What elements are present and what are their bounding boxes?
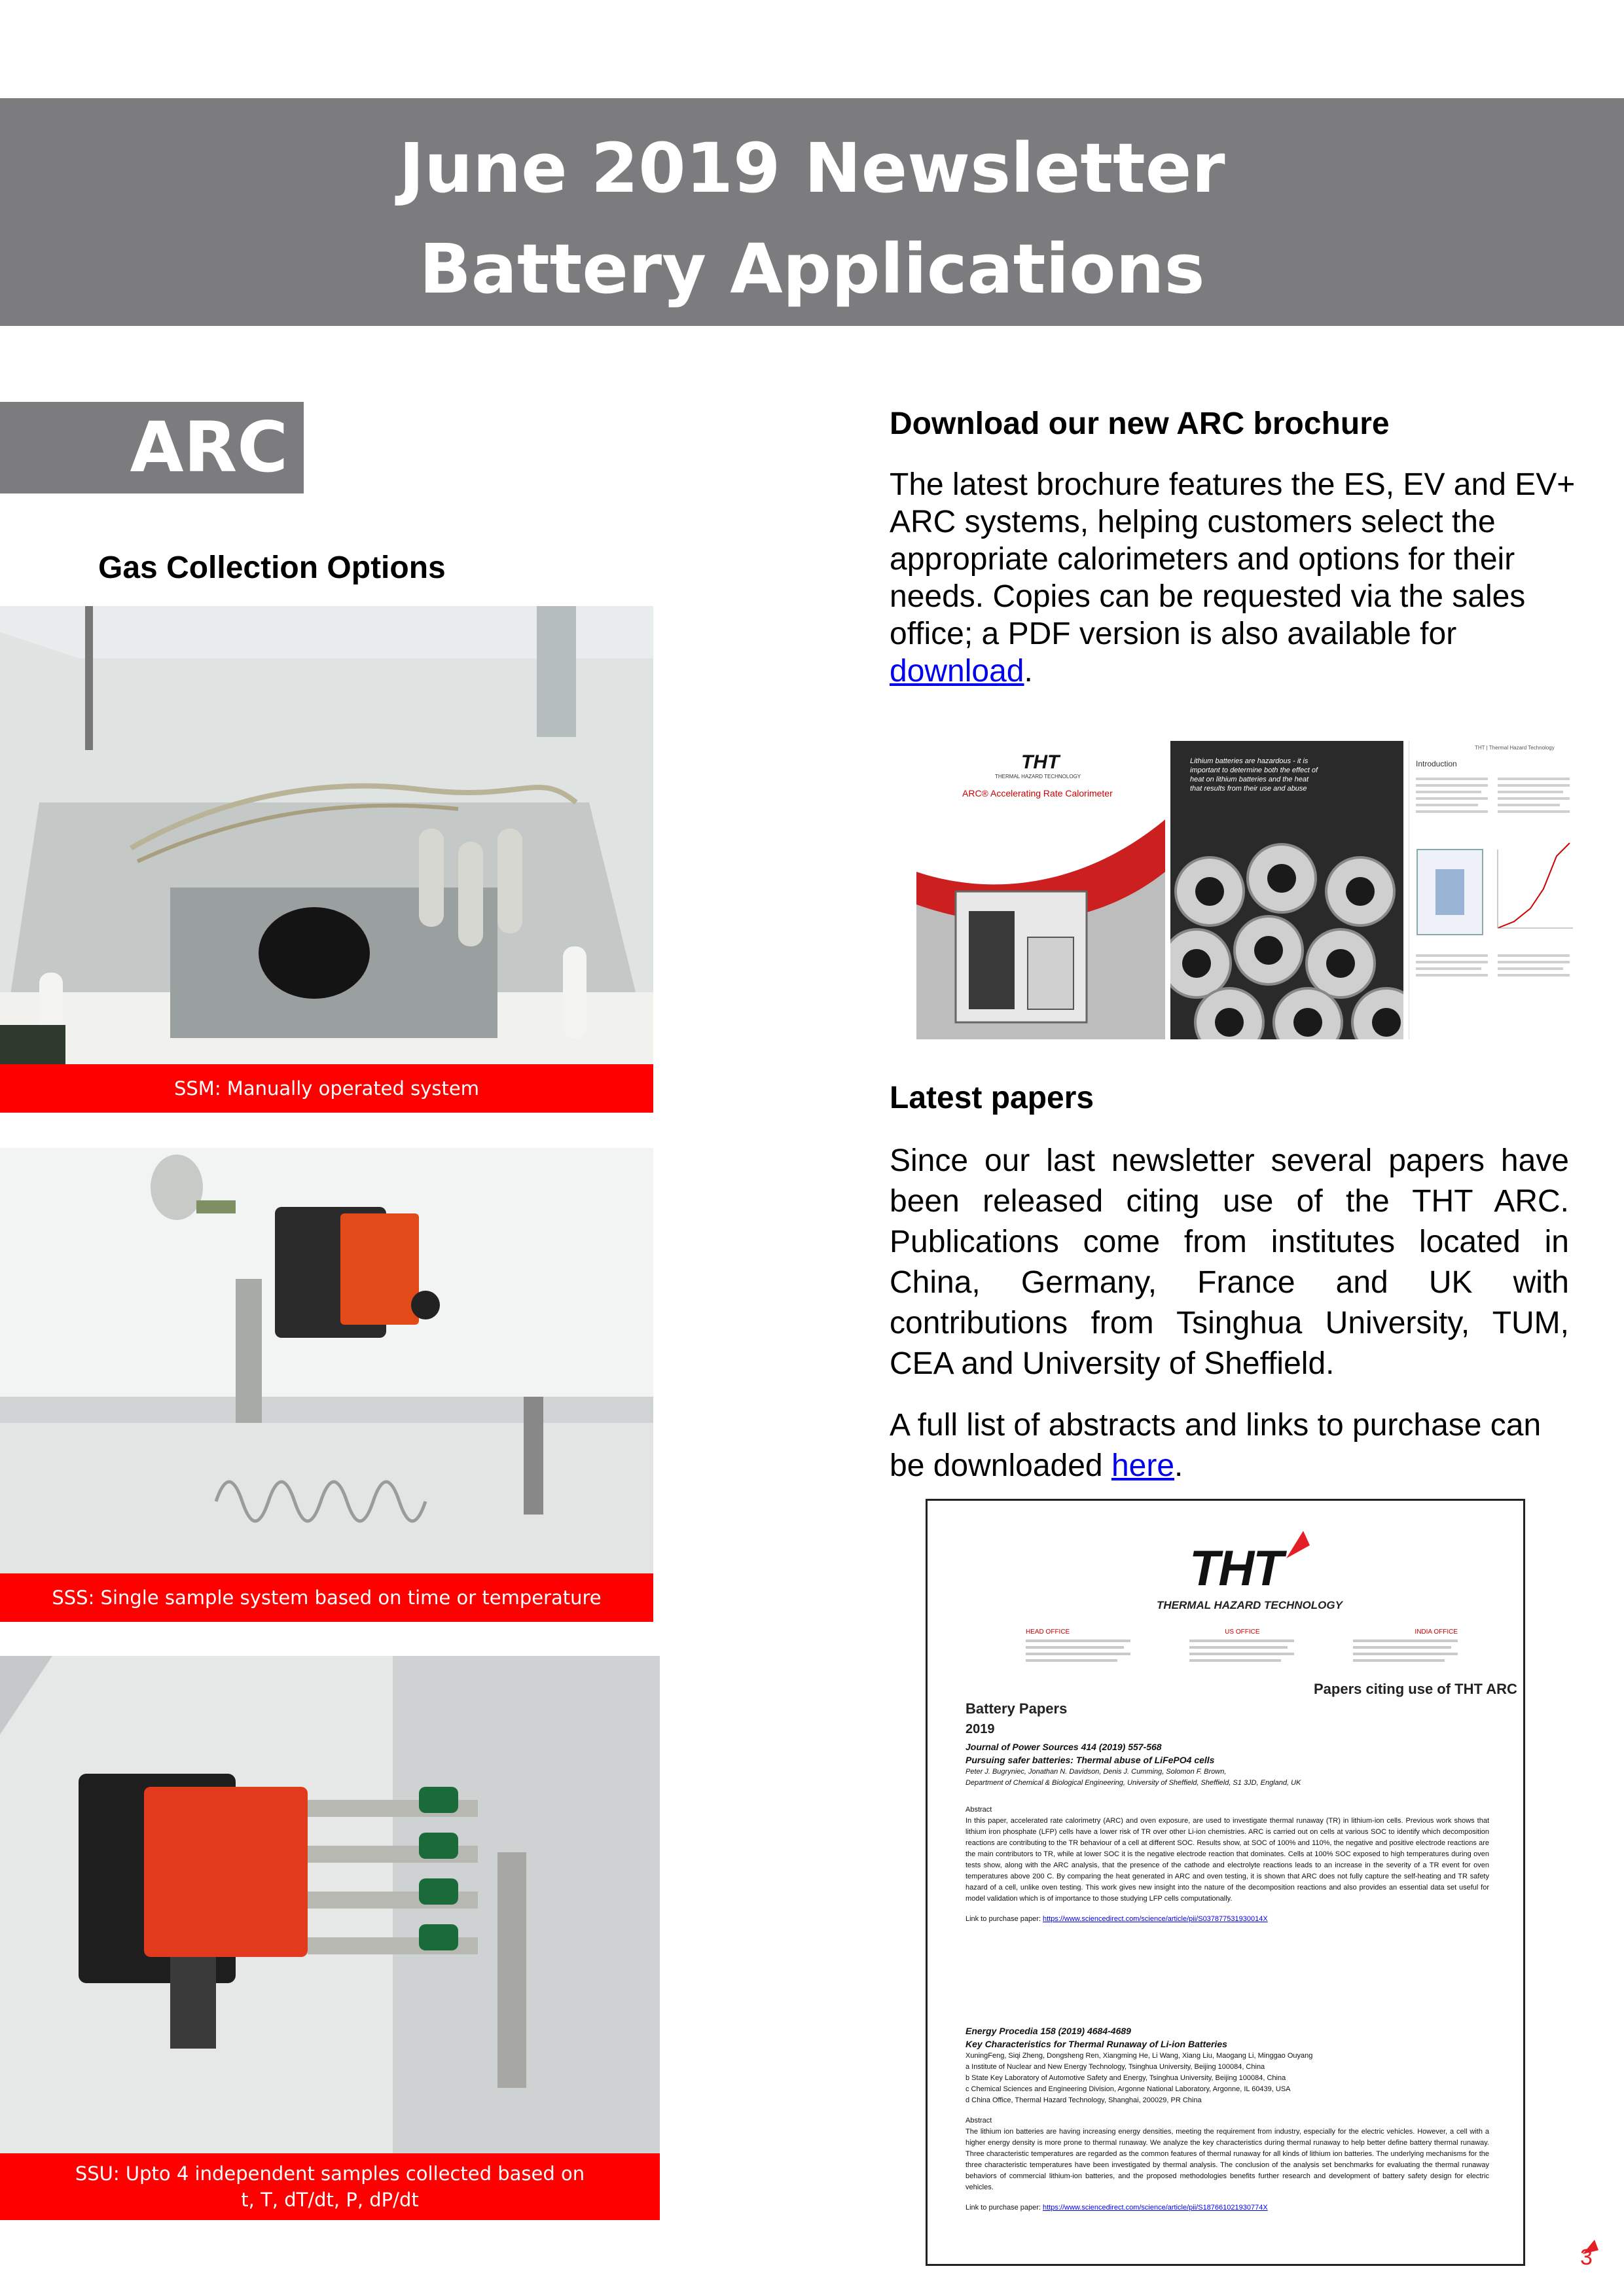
doc-paper2 — [965, 2024, 1489, 2214]
papers-heading: Latest papers — [890, 1081, 1094, 1115]
gas-collection-heading: Gas Collection Options — [98, 550, 446, 585]
doc-p2-affil-d: d China Office, Thermal Hazard Technology, Shanghai, 200029, PR China — [965, 2096, 1202, 2104]
papers-document-preview[interactable] — [926, 1499, 1525, 2266]
papers-download-body: A full list of abstracts and links to purchase can be downloaded — [890, 1408, 1542, 1483]
doc-p2-link[interactable]: https://www.sciencedirect.com/science/article/pii/S187661021930774X — [1043, 2204, 1268, 2212]
doc-logo: THT — [1189, 1541, 1282, 1596]
doc-p2-journal: Energy Procedia 158 (2019) 4684-4689 — [965, 2026, 1131, 2036]
brochure-page3-heading: Introduction — [1416, 759, 1457, 768]
papers-here-link[interactable]: here — [1111, 1448, 1175, 1483]
brochure-batteries-panel — [1170, 741, 1403, 1039]
doc-offices — [1026, 1626, 1458, 1638]
doc-p1-abstract-label: Abstract — [965, 1806, 992, 1814]
doc-year: 2019 — [965, 1722, 995, 1736]
doc-paper1 — [965, 1740, 1489, 1925]
doc-p1-link-row — [965, 1914, 1489, 1925]
doc-p2-abstract-label: Abstract — [965, 2117, 992, 2125]
brochure-thumbnail[interactable] — [916, 741, 1578, 1039]
brochure-text-body: The latest brochure features the ES, EV and EV+ ARC systems, helping customers select the appropriate calorimeters and options for their needs. Copies can be requested via the sales office; a PDF version is also available for — [890, 467, 1576, 651]
brochure-page3-header: THT | Thermal Hazard Technology — [1475, 745, 1555, 751]
doc-p2-link-row — [965, 2202, 1489, 2214]
doc-section: Battery Papers — [965, 1700, 1068, 1717]
brochure-logo-sub: THERMAL HAZARD TECHNOLOGY — [995, 774, 1081, 780]
newsletter-title: June 2019 Newsletter — [399, 128, 1225, 208]
sss-photo — [0, 1148, 653, 1573]
brochure-logo: THT — [1021, 751, 1060, 773]
doc-p2-link-label: Link to purchase paper: — [965, 2204, 1041, 2212]
sss-caption: SSS: Single sample system based on time or temperature — [0, 1573, 653, 1622]
ssm-photo — [0, 606, 653, 1064]
doc-p2-authors: XuningFeng, Siqi Zheng, Dongsheng Ren, Xiangming He, Li Wang, Xiang Liu, Maogang Li, Minggao Ouyang — [965, 2052, 1313, 2060]
papers-text: Since our last newsletter several papers have been released citing use of the THT ARC. Publications come from institutes located in China, Germany, France and UK with contributions from Tsinghua University, TUM, CEA and University of Sheffield. — [890, 1143, 1569, 1381]
doc-p1-title: Pursuing safer batteries: Thermal abuse of LiFePO4 cells — [965, 1755, 1215, 1765]
ssm-caption: SSM: Manually operated system — [0, 1064, 653, 1113]
doc-p2-affil-c: c Chemical Sciences and Engineering Division, Argonne National Laboratory, Argonne, IL 60439, USA — [965, 2085, 1291, 2093]
doc-p1-journal: Journal of Power Sources 414 (2019) 557-568 — [965, 1742, 1162, 1752]
ssu-caption-line1: SSU: Upto 4 independent samples collected based on — [75, 2162, 585, 2185]
papers-download-end: . — [1174, 1448, 1183, 1483]
doc-p1-authors: Peter J. Bugryniec, Jonathan N. Davidson, Denis J. Cumming, Solomon F. Brown, — [965, 1768, 1227, 1776]
brochure-heading: Download our new ARC brochure — [890, 406, 1390, 441]
brochure-download-link[interactable]: download — [890, 654, 1024, 689]
doc-p1-link-label: Link to purchase paper: — [965, 1915, 1041, 1923]
doc-p1-affil: Department of Chemical & Biological Engineering, University of Sheffield, Sheffield, S1 3JD, England, UK — [965, 1779, 1301, 1787]
newsletter-subtitle: Battery Applications — [419, 229, 1205, 309]
ssu-caption-line2: t, T, dT/dt, P, dP/dt — [241, 2189, 419, 2211]
brochure-cover — [916, 741, 1165, 1039]
doc-right-title: Papers citing use of THT ARC — [1314, 1681, 1517, 1697]
brochure-page3 — [1409, 741, 1578, 1039]
doc-office-head: HEAD OFFICE — [1026, 1628, 1070, 1636]
doc-office-india: INDIA OFFICE — [1415, 1628, 1458, 1636]
doc-p2-affil-b: b State Key Laboratory of Automotive Safety and Energy, Tsinghua University, Beijing 100084, China — [965, 2074, 1286, 2082]
doc-p1-abstract: In this paper, accelerated rate calorimetry (ARC) and oven exposure, are used to investigate thermal runaway (TR) in lithium-ion cells. Previous work shows that lithium iron phosphate (LFP) cells have a lower risk of TR over other Li-ion chemistries. ARC is carried out on cells at various SOC to identify which decomposition reactions are contributing to the TR behaviour of a cell at different SOC. Results show, at SOC of 100% and 110%, the negative and positive electrode reactions are the main contributors to TR, while at lower SOC it is the negative electrode reaction that dominates. Cells at 100% SOC exposed to high temperatures during oven tests show, along with the ARC analysis, that the presence of the cathode and electrolyte reactions leads to an increase in the severity of a TR event for oven temperatures above 200 C. By comparing the heat generated in ARC and oven testing, it is shown that ARC does not fully capture the self-heating and TR safety hazard of a cell, unlike oven testing. This work gives new insight into the nature of the decomposition reactions and also provides an essential data set useful for model validation which is of importance to those studying LFP cells computationally. — [965, 1817, 1489, 1903]
doc-logo-mark-icon — [1281, 1526, 1320, 1565]
doc-p2-abstract: The lithium ion batteries are having increasing energy densities, meeting the requirement from industry, especially for the electric vehicles. However, a cell with a higher energy density is more prone to thermal runaway. We analyze the key characteristics during thermal runaway to help better define battery thermal runaway. Three characteristic temperatures are regarded as the common features of thermal runaway for all kinds of lithium ion batteries. The underlying mechanisms for the three characteristic temperatures have been investigated by thermal analysis. The conclusion of the analysis set benchmarks for evaluating the thermal runaway behaviors of commercial lithium-ion batteries, and the proposed methodologies benefits further research and development of battery safety design for electric vehicles. — [965, 2128, 1489, 2191]
doc-p2-affil-a: a Institute of Nuclear and New Energy Technology, Tsinghua University, Beijing 100084, China — [965, 2063, 1265, 2071]
doc-office-us: US OFFICE — [1225, 1628, 1260, 1636]
brochure-panel-text: Lithium batteries are hazardous - it is important to determine both the effect of heat on lithium batteries and the heat that results from their use and abuse — [1190, 757, 1318, 793]
papers-download-text — [890, 1405, 1583, 1486]
ssu-caption — [0, 2153, 660, 2220]
brochure-text-end: . — [1024, 654, 1033, 689]
brochure-cover-title: ARC® Accelerating Rate Calorimeter — [962, 788, 1113, 798]
ssu-photo — [0, 1656, 660, 2153]
section-tab-arc: ARC — [0, 402, 304, 493]
page-number: 3 — [1580, 2245, 1593, 2270]
doc-logo-sub: THERMAL HAZARD TECHNOLOGY — [1157, 1599, 1343, 1611]
brochure-text — [890, 466, 1583, 690]
doc-p2-title: Key Characteristics for Thermal Runaway of Li-ion Batteries — [965, 2039, 1227, 2049]
doc-office-addresses — [1026, 1637, 1458, 1663]
doc-p1-link[interactable]: https://www.sciencedirect.com/science/article/pii/S037877531930014X — [1043, 1915, 1268, 1923]
